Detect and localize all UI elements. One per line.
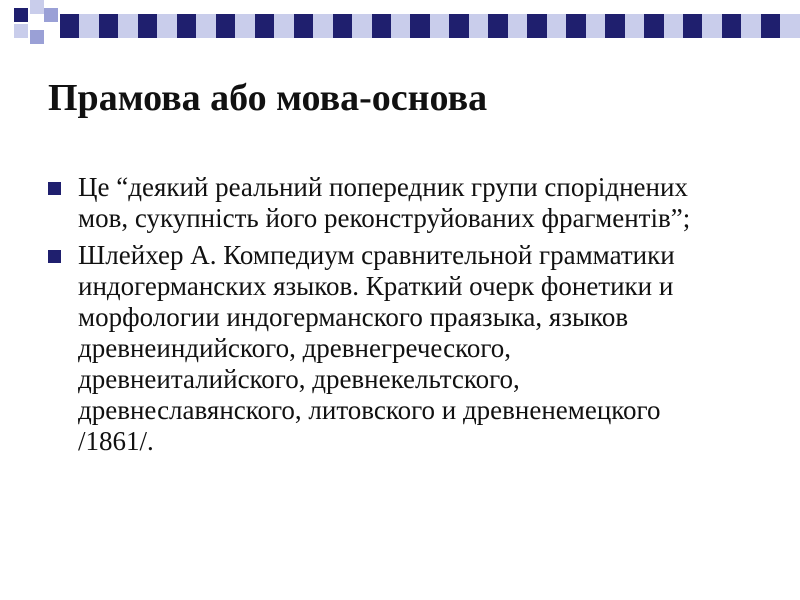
bullet-text: Це “деякий реальний попередник групи споріднених мов, сукупність його реконструйованих фрагментів”; [78, 172, 691, 233]
decor-square [30, 30, 44, 44]
slide-title: Прамова або мова-основа [48, 77, 488, 119]
decor-square [30, 0, 44, 14]
list-item [48, 240, 728, 457]
bullet-text: Шлейхер А. Компедиум сравнительной грамматики индогерманских языков. Краткий очерк фонетики и морфологии индогерманского праязыка, языков древнеиндийского, древнегреческого, древнеиталийского, древнекельтского, древнеславянского, литовского и древненемецкого /1861/. [78, 240, 675, 456]
list-item [48, 172, 728, 234]
decor-square [14, 24, 28, 38]
square-bullet-icon [48, 182, 61, 195]
decorative-header [0, 0, 800, 52]
decor-square [14, 8, 28, 22]
bullet-list [48, 172, 728, 463]
square-bullet-icon [48, 250, 61, 263]
decor-band [60, 14, 800, 38]
decor-square [44, 8, 58, 22]
